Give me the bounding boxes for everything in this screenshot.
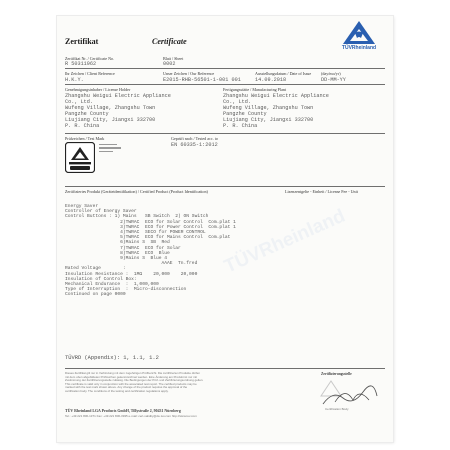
product-line: 3)TWRAC ECO for Power Control Com.plat 1 — [65, 224, 236, 230]
test-mark-logo — [65, 142, 95, 173]
footer-line: Dieses Zertifikat gilt nur in Verbindung mit dem zugehörigen Prüfbericht. Die zertifizierten Produkte dürfen — [65, 371, 200, 375]
company-line: TÜV Rheinland LGA Products GmbH, Tillystraße 2, 90431 Nürnberg — [65, 409, 181, 413]
holder-address — [65, 93, 171, 130]
factory-line: Zhangshu Weigui Electric Appliance — [223, 93, 329, 99]
product-details — [65, 204, 236, 298]
footer-line: certification body. The conditions of the testing and certification regulations apply. — [65, 388, 169, 393]
sign-label: Zertifizierungsstelle — [321, 372, 352, 376]
holder-line: Wufeng Village, Zhangshu Town — [65, 105, 156, 112]
product-line: AAAE Tn.fred — [65, 261, 198, 267]
product-line: 4)TWRAC SECO for POWER CONTROL — [65, 230, 206, 236]
caption-line — [99, 151, 113, 152]
product-line: 5)TWRAC ECO for Mains Control Com.plat — [65, 235, 231, 241]
product-line: 6)Mains S SB Red — [65, 240, 170, 246]
logo-text: TÜVRheinland — [341, 45, 377, 51]
test-mark-caption — [99, 144, 121, 152]
holder-line: P. R. China — [65, 123, 100, 130]
issue-date-label: Ausstellungsdatum / Date of Issue — [255, 71, 312, 76]
footer-paragraph — [65, 372, 285, 393]
client-ref-value: H.K.Y. — [65, 77, 84, 83]
divider — [65, 68, 385, 69]
tuv-logo — [331, 19, 387, 53]
footer-line: Zustimmung der Zertifizierungsstelle zulässig. Die Bedingungen der Prüf- und Zertifizierungsordnung gelten. — [65, 378, 204, 382]
holder-line: Zhangshu Weigui Electric Appliance — [65, 93, 171, 99]
report-no-label: Unser Zeichen / Our Reference — [163, 71, 215, 76]
test-mark-label: Prüfzeichen / Test Mark — [65, 136, 105, 141]
holder-line: Co., Ltd. — [65, 99, 94, 106]
footer-line: This certificate is valid only in conjunction with the associated test report. The certified products may be — [65, 381, 197, 386]
report-no-value: E2015-RHB-56501-1-001 001 — [163, 77, 241, 83]
sheet-label: Blatt / Sheet — [163, 56, 184, 61]
title-de: Zertifikat — [65, 37, 99, 46]
product-line: Mechanical Endurance : 1,000,000 — [65, 282, 159, 288]
sheet-value: 0002 — [163, 61, 176, 67]
product-line: 2)TWRAC ECO for Solar Control Com.plat 1 — [65, 219, 236, 225]
certificate-page — [57, 16, 393, 442]
license-fee-label: Lizenzentgelte - Einheit / License Fee - Unit — [285, 189, 358, 194]
seal-stamp-icon — [319, 378, 381, 408]
product-line: Continued on page 0000 — [65, 292, 126, 298]
divider — [65, 368, 385, 369]
product-line: Controller of Energy Saver — [65, 209, 137, 215]
factory-address — [223, 93, 329, 130]
factory-line: Wufeng Village, Zhangshu Town — [223, 105, 314, 112]
divider — [65, 186, 385, 187]
title-en: Certificate — [152, 37, 187, 46]
factory-line: Pangzhe County — [223, 111, 267, 118]
product-line: Control Buttons : 1) Mains SB Switch 2) ON Switch — [65, 214, 209, 220]
day-month-year-label: (day/mo/yr) — [321, 71, 341, 76]
divider — [65, 84, 385, 85]
product-line: 9)Mains S Blue 4 — [65, 256, 167, 262]
holder-line: Pangzhe County — [65, 111, 109, 118]
cert-no-value: R 50311962 — [65, 61, 97, 67]
test-basis-label: Geprüft nach / Tested acc. to — [171, 136, 218, 141]
test-basis-value: EN 60335-1:2012 — [171, 142, 218, 148]
watermark: TÜVRheinland — [221, 205, 349, 278]
factory-line: Liujiang City, Jiangxi 332700 — [223, 117, 314, 124]
divider — [65, 133, 385, 134]
caption-line — [99, 144, 117, 145]
footer-line: marked with the test mark shown above. Any change of the product requires the approval of the — [65, 385, 188, 389]
product-line: Insulation Resistance : 1MΩ 20,000 20,000 — [65, 271, 198, 277]
appendix-code: TÜVRD (Appendix): 1, 1.1, 1.2 — [65, 355, 159, 361]
holder-line: Liujiang City, Jiangxi 332700 — [65, 117, 156, 124]
issue-date-value: 14.09.2018 — [255, 77, 287, 83]
factory-label: Fertigungsstätte / Manufacturing Plant — [223, 87, 287, 92]
footer-line: mit dem oben abgebildeten Prüfzeichen gekennzeichnet werden. Eine Änderung am Produkt ist nur mit — [65, 374, 197, 379]
factory-line: P. R. China — [223, 123, 258, 130]
sign-sub: Certification Body — [325, 407, 349, 411]
product-line: Energy Saver — [65, 204, 99, 209]
holder-label: Genehmigungsinhaber / License Holder — [65, 87, 131, 92]
product-line: Insulation of Control Box: — [65, 276, 137, 282]
factory-line: Co., Ltd. — [223, 99, 252, 106]
gs-mark-icon — [65, 142, 95, 173]
product-line: 7)TWRAC ECO for Solar — [65, 245, 181, 251]
seal — [319, 378, 381, 408]
day-month-year-value: DD-MM-YY — [321, 77, 346, 83]
product-line: 8)TWRAC ECO Blue — [65, 250, 170, 256]
cert-no-label: Zertifikat Nr. / Certificate No. — [65, 56, 115, 61]
product-line: Type of Interruption : Micro-disconnection — [65, 287, 187, 293]
contact-line: Tel.: +49 221 806-1371 Fax: +49 221 806-3935 e-mail: cert-validity@de.tuv.com http://www.tuv.com — [65, 414, 197, 418]
product-line: Rated Voltage : — [65, 266, 126, 272]
product-label: Zertifiziertes Produkt (Geräteidentifikation) / Certified Product (Product Identification) — [65, 189, 208, 194]
caption-line — [99, 147, 121, 148]
client-ref-label: Ihr Zeichen / Client Reference — [65, 71, 115, 76]
